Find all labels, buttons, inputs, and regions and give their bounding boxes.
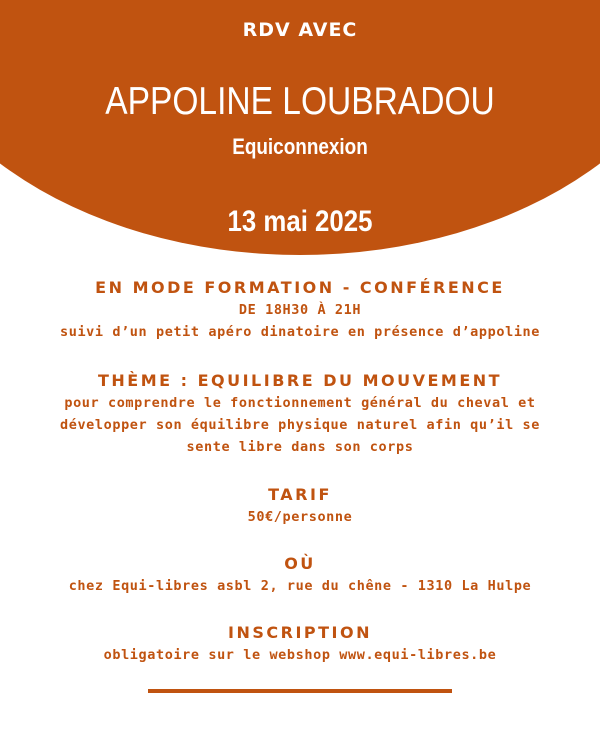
speaker-company: Equiconnexion: [232, 134, 368, 159]
event-date: 13 mai 2025: [227, 205, 373, 238]
inscription-title: INSCRIPTION: [228, 623, 372, 642]
location-address: chez Equi-libres asbl 2, rue du chêne - 1310 La Hulpe: [68, 578, 532, 594]
formation-title: EN MODE FORMATION - CONFÉRENCE: [95, 278, 505, 297]
theme-section: [0, 370, 600, 458]
theme-title: THÈME : EQUILIBRE DU MOUVEMENT: [97, 371, 503, 390]
formation-time: DE 18H30 À 21H: [238, 302, 362, 318]
formation-section: [0, 277, 600, 343]
location-section: [0, 553, 600, 597]
speaker-name: APPOLINE LOUBRADOU: [105, 80, 495, 123]
theme-line-3: sente libre dans son corps: [186, 439, 414, 455]
header: [0, 0, 600, 260]
location-title: OÙ: [284, 554, 316, 573]
formation-note: suivi d’un petit apéro dinatoire en présence d’appoline: [59, 324, 541, 340]
inscription-details: obligatoire sur le webshop www.equi-libres.be: [103, 647, 497, 663]
tarif-value: 50€/personne: [247, 509, 353, 525]
inscription-section: [0, 622, 600, 666]
theme-line-2: développer son équilibre physique naturel afin qu’il se: [59, 417, 541, 433]
tarif-title: TARIF: [268, 485, 332, 504]
theme-line-1: pour comprendre le fonctionnement général du cheval et: [64, 395, 536, 411]
tarif-section: [0, 484, 600, 528]
bottom-divider: [148, 689, 452, 693]
kicker-text: RDV AVEC: [242, 19, 358, 41]
